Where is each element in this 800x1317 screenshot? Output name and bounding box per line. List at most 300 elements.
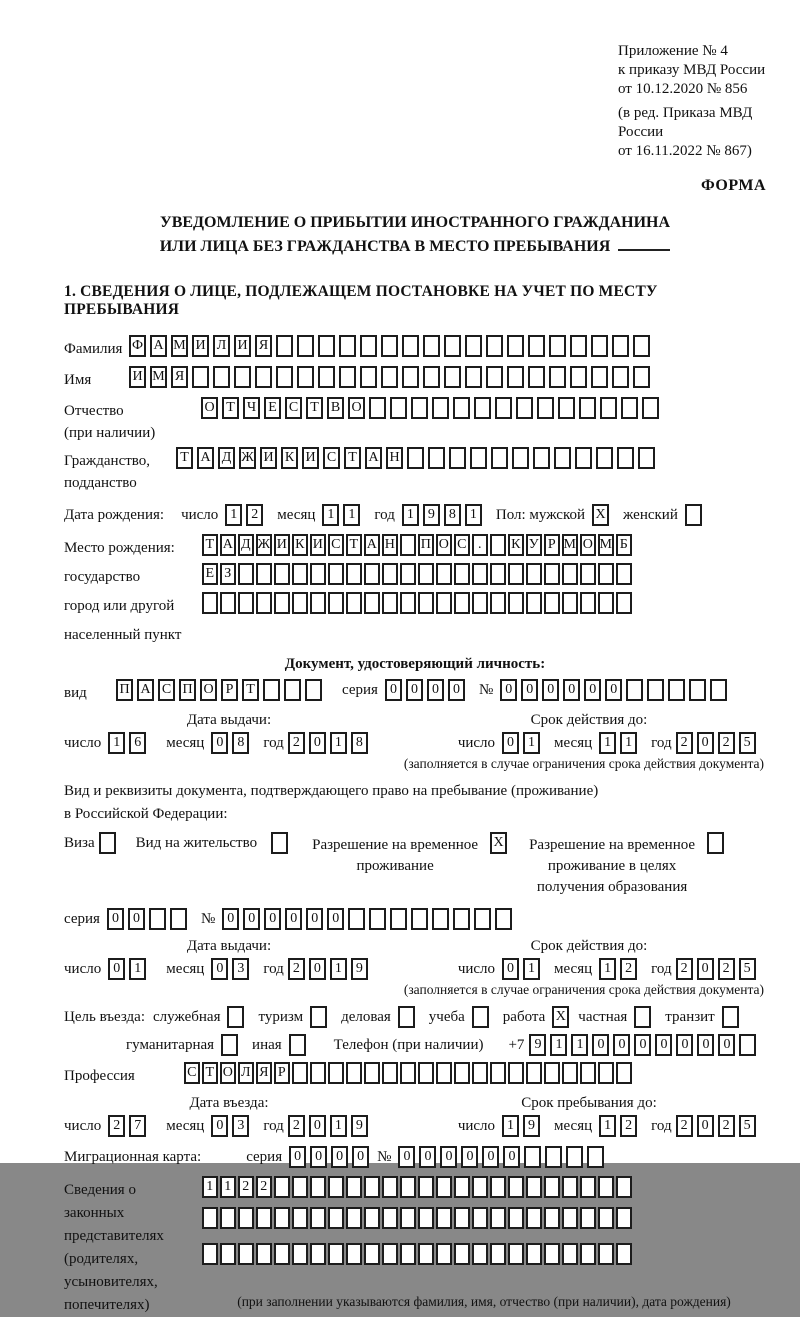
form-cell[interactable]: 0	[521, 679, 538, 701]
form-cell[interactable]: А	[364, 534, 380, 556]
form-cell[interactable]	[436, 1062, 452, 1084]
form-cell[interactable]: И	[192, 335, 209, 357]
form-cell[interactable]: 0	[107, 908, 124, 930]
form-cell[interactable]	[369, 908, 386, 930]
form-cell[interactable]	[99, 832, 116, 854]
form-cell[interactable]: 1	[330, 958, 347, 980]
form-cell[interactable]	[292, 1243, 308, 1265]
form-cell[interactable]	[486, 335, 503, 357]
form-cell[interactable]: 1	[550, 1034, 567, 1056]
form-cell[interactable]	[490, 1207, 506, 1229]
form-cell[interactable]: Я	[171, 366, 188, 388]
form-cell[interactable]: 0	[310, 1146, 327, 1168]
form-cell[interactable]: 0	[243, 908, 260, 930]
form-cell[interactable]: К	[292, 534, 308, 556]
form-cell[interactable]	[400, 563, 416, 585]
form-cell[interactable]: 2	[620, 958, 637, 980]
form-cell[interactable]: 0	[128, 908, 145, 930]
form-cell[interactable]: 1	[620, 732, 637, 754]
form-cell[interactable]	[238, 563, 254, 585]
form-cell[interactable]: О	[580, 534, 596, 556]
form-cell[interactable]	[274, 592, 290, 614]
form-cell[interactable]	[689, 679, 706, 701]
form-cell[interactable]	[598, 1062, 614, 1084]
form-cell[interactable]: Т	[346, 534, 362, 556]
form-cell[interactable]: 2	[718, 1115, 735, 1137]
form-cell[interactable]	[668, 679, 685, 701]
form-cell[interactable]: 0	[398, 1146, 415, 1168]
form-cell[interactable]: 0	[634, 1034, 651, 1056]
form-cell[interactable]: П	[179, 679, 196, 701]
form-cell[interactable]: 9	[529, 1034, 546, 1056]
form-cell[interactable]	[490, 534, 506, 556]
form-cell[interactable]: 2	[676, 1115, 693, 1137]
form-cell[interactable]: 9	[523, 1115, 540, 1137]
form-cell[interactable]: 0	[222, 908, 239, 930]
form-cell[interactable]	[470, 447, 487, 469]
form-cell[interactable]: 0	[697, 732, 714, 754]
form-cell[interactable]	[508, 1176, 524, 1198]
form-cell[interactable]	[634, 1006, 651, 1028]
form-cell[interactable]	[149, 908, 166, 930]
form-cell[interactable]: 2	[676, 958, 693, 980]
form-cell[interactable]: Я	[256, 1062, 272, 1084]
form-cell[interactable]: Т	[242, 679, 259, 701]
form-cell[interactable]: Н	[382, 534, 398, 556]
form-cell[interactable]	[339, 335, 356, 357]
form-cell[interactable]	[348, 908, 365, 930]
form-cell[interactable]: И	[274, 534, 290, 556]
form-cell[interactable]	[562, 1062, 578, 1084]
form-cell[interactable]: Р	[544, 534, 560, 556]
form-cell[interactable]	[598, 1207, 614, 1229]
form-cell[interactable]: 0	[352, 1146, 369, 1168]
form-cell[interactable]	[364, 1176, 380, 1198]
form-cell[interactable]	[598, 1243, 614, 1265]
form-cell[interactable]	[436, 563, 452, 585]
form-cell[interactable]	[381, 335, 398, 357]
form-cell[interactable]: 2	[676, 732, 693, 754]
form-cell[interactable]	[346, 1062, 362, 1084]
form-cell[interactable]: 0	[306, 908, 323, 930]
form-cell[interactable]: 0	[406, 679, 423, 701]
form-cell[interactable]	[562, 563, 578, 585]
form-cell[interactable]	[292, 1176, 308, 1198]
form-cell[interactable]	[432, 908, 449, 930]
form-cell[interactable]	[533, 447, 550, 469]
form-cell[interactable]	[271, 832, 288, 854]
form-cell[interactable]	[238, 1207, 254, 1229]
form-cell[interactable]: 1	[523, 958, 540, 980]
form-cell[interactable]: А	[150, 335, 167, 357]
form-cell[interactable]: У	[526, 534, 542, 556]
form-cell[interactable]	[600, 397, 617, 419]
form-cell[interactable]	[453, 908, 470, 930]
form-cell[interactable]: 8	[351, 732, 368, 754]
form-cell[interactable]: 0	[592, 1034, 609, 1056]
form-cell[interactable]	[423, 366, 440, 388]
form-cell[interactable]	[544, 563, 560, 585]
form-cell[interactable]	[220, 1207, 236, 1229]
form-cell[interactable]	[390, 397, 407, 419]
form-cell[interactable]: С	[158, 679, 175, 701]
form-cell[interactable]	[256, 1207, 272, 1229]
form-cell[interactable]	[558, 397, 575, 419]
form-cell[interactable]	[328, 592, 344, 614]
form-cell[interactable]	[626, 679, 643, 701]
form-cell[interactable]	[436, 1243, 452, 1265]
form-cell[interactable]	[274, 1176, 290, 1198]
form-cell[interactable]	[220, 1243, 236, 1265]
form-cell[interactable]	[633, 366, 650, 388]
form-cell[interactable]	[227, 1006, 244, 1028]
form-cell[interactable]	[616, 592, 632, 614]
form-cell[interactable]	[526, 592, 542, 614]
form-cell[interactable]	[402, 335, 419, 357]
form-cell[interactable]	[328, 1207, 344, 1229]
form-cell[interactable]: Т	[202, 1062, 218, 1084]
form-cell[interactable]	[472, 563, 488, 585]
form-cell[interactable]	[508, 1062, 524, 1084]
form-cell[interactable]	[508, 592, 524, 614]
form-cell[interactable]	[642, 397, 659, 419]
form-cell[interactable]: Д	[218, 447, 235, 469]
form-cell[interactable]: Т	[222, 397, 239, 419]
form-cell[interactable]: Б	[616, 534, 632, 556]
form-cell[interactable]: 0	[211, 1115, 228, 1137]
form-cell[interactable]	[516, 397, 533, 419]
form-cell[interactable]: Ч	[243, 397, 260, 419]
form-cell[interactable]: О	[201, 397, 218, 419]
form-cell[interactable]: X	[552, 1006, 569, 1028]
form-cell[interactable]	[472, 1062, 488, 1084]
form-cell[interactable]: М	[171, 335, 188, 357]
form-cell[interactable]: М	[150, 366, 167, 388]
form-cell[interactable]: 1	[202, 1176, 218, 1198]
form-cell[interactable]	[472, 1176, 488, 1198]
form-cell[interactable]: С	[184, 1062, 200, 1084]
form-cell[interactable]	[579, 397, 596, 419]
form-cell[interactable]: 0	[613, 1034, 630, 1056]
form-cell[interactable]	[591, 335, 608, 357]
form-cell[interactable]: 2	[288, 1115, 305, 1137]
form-cell[interactable]	[526, 563, 542, 585]
form-cell[interactable]	[580, 563, 596, 585]
form-cell[interactable]	[591, 366, 608, 388]
form-cell[interactable]	[400, 592, 416, 614]
form-cell[interactable]: 1	[599, 1115, 616, 1137]
form-cell[interactable]: 7	[129, 1115, 146, 1137]
form-cell[interactable]: 1	[129, 958, 146, 980]
form-cell[interactable]	[432, 397, 449, 419]
form-cell[interactable]: Е	[202, 563, 218, 585]
form-cell[interactable]	[400, 1243, 416, 1265]
form-cell[interactable]	[310, 592, 326, 614]
form-cell[interactable]	[423, 335, 440, 357]
form-cell[interactable]: З	[220, 563, 236, 585]
form-cell[interactable]	[276, 335, 293, 357]
form-cell[interactable]	[418, 1207, 434, 1229]
form-cell[interactable]: 2	[238, 1176, 254, 1198]
form-cell[interactable]: А	[220, 534, 236, 556]
form-cell[interactable]	[411, 397, 428, 419]
form-cell[interactable]: 2	[256, 1176, 272, 1198]
form-cell[interactable]	[528, 335, 545, 357]
form-cell[interactable]: 2	[108, 1115, 125, 1137]
form-cell[interactable]	[418, 1176, 434, 1198]
form-cell[interactable]	[297, 366, 314, 388]
form-cell[interactable]	[202, 1243, 218, 1265]
form-cell[interactable]: Т	[176, 447, 193, 469]
form-cell[interactable]	[428, 447, 445, 469]
form-cell[interactable]	[524, 1146, 541, 1168]
form-cell[interactable]: 3	[232, 1115, 249, 1137]
form-cell[interactable]: Т	[344, 447, 361, 469]
form-cell[interactable]	[364, 1062, 380, 1084]
form-cell[interactable]	[638, 447, 655, 469]
form-cell[interactable]	[575, 447, 592, 469]
form-cell[interactable]: 0	[542, 679, 559, 701]
form-cell[interactable]: 1	[599, 958, 616, 980]
form-cell[interactable]	[400, 534, 416, 556]
form-cell[interactable]	[276, 366, 293, 388]
form-cell[interactable]: X	[490, 832, 507, 854]
form-cell[interactable]	[418, 1062, 434, 1084]
form-cell[interactable]	[382, 592, 398, 614]
form-cell[interactable]	[710, 679, 727, 701]
form-cell[interactable]	[549, 335, 566, 357]
form-cell[interactable]: 0	[482, 1146, 499, 1168]
form-cell[interactable]	[369, 397, 386, 419]
form-cell[interactable]: 1	[225, 504, 242, 526]
form-cell[interactable]: 0	[264, 908, 281, 930]
form-cell[interactable]: 0	[309, 1115, 326, 1137]
form-cell[interactable]	[256, 563, 272, 585]
form-cell[interactable]: О	[348, 397, 365, 419]
form-cell[interactable]: 0	[697, 1115, 714, 1137]
form-cell[interactable]: И	[234, 335, 251, 357]
form-cell[interactable]: 0	[500, 679, 517, 701]
form-cell[interactable]: 5	[739, 732, 756, 754]
form-cell[interactable]	[508, 1243, 524, 1265]
form-cell[interactable]	[339, 366, 356, 388]
form-cell[interactable]: 0	[461, 1146, 478, 1168]
form-cell[interactable]	[616, 1176, 632, 1198]
form-cell[interactable]: 1	[465, 504, 482, 526]
form-cell[interactable]	[454, 563, 470, 585]
form-cell[interactable]: 1	[523, 732, 540, 754]
form-cell[interactable]	[580, 1243, 596, 1265]
form-cell[interactable]	[274, 1243, 290, 1265]
form-cell[interactable]	[490, 592, 506, 614]
form-cell[interactable]: 0	[448, 679, 465, 701]
form-cell[interactable]	[526, 1176, 542, 1198]
form-cell[interactable]: 0	[385, 679, 402, 701]
form-cell[interactable]	[490, 1243, 506, 1265]
form-cell[interactable]: 0	[309, 958, 326, 980]
form-cell[interactable]	[310, 1062, 326, 1084]
form-cell[interactable]	[495, 397, 512, 419]
form-cell[interactable]	[544, 1243, 560, 1265]
form-cell[interactable]	[580, 592, 596, 614]
form-cell[interactable]	[310, 563, 326, 585]
form-cell[interactable]: Т	[306, 397, 323, 419]
form-cell[interactable]	[305, 679, 322, 701]
form-cell[interactable]: 1	[330, 1115, 347, 1137]
form-cell[interactable]	[289, 1034, 306, 1056]
form-cell[interactable]	[382, 1243, 398, 1265]
form-cell[interactable]	[436, 1207, 452, 1229]
form-cell[interactable]: И	[129, 366, 146, 388]
form-cell[interactable]	[292, 592, 308, 614]
form-cell[interactable]	[418, 592, 434, 614]
form-cell[interactable]: 8	[444, 504, 461, 526]
form-cell[interactable]	[537, 397, 554, 419]
form-cell[interactable]	[346, 1243, 362, 1265]
form-cell[interactable]	[472, 592, 488, 614]
form-cell[interactable]	[310, 1207, 326, 1229]
form-cell[interactable]	[256, 1243, 272, 1265]
form-cell[interactable]	[685, 504, 702, 526]
form-cell[interactable]	[528, 366, 545, 388]
form-cell[interactable]	[598, 1176, 614, 1198]
form-cell[interactable]: 9	[351, 958, 368, 980]
title-blank-underline[interactable]	[618, 237, 670, 251]
form-cell[interactable]	[292, 1207, 308, 1229]
form-cell[interactable]: 0	[285, 908, 302, 930]
form-cell[interactable]	[707, 832, 724, 854]
form-cell[interactable]	[472, 1243, 488, 1265]
form-cell[interactable]: 0	[584, 679, 601, 701]
form-cell[interactable]: Е	[264, 397, 281, 419]
form-cell[interactable]	[346, 592, 362, 614]
form-cell[interactable]: С	[285, 397, 302, 419]
form-cell[interactable]	[418, 563, 434, 585]
form-cell[interactable]	[382, 1176, 398, 1198]
form-cell[interactable]	[490, 1062, 506, 1084]
form-cell[interactable]: 0	[697, 1034, 714, 1056]
form-cell[interactable]	[221, 1034, 238, 1056]
form-cell[interactable]: 0	[440, 1146, 457, 1168]
form-cell[interactable]	[382, 1207, 398, 1229]
form-cell[interactable]	[544, 1062, 560, 1084]
form-cell[interactable]	[263, 679, 280, 701]
form-cell[interactable]	[346, 563, 362, 585]
form-cell[interactable]	[507, 366, 524, 388]
form-cell[interactable]: 0	[211, 958, 228, 980]
form-cell[interactable]	[297, 335, 314, 357]
form-cell[interactable]: Т	[202, 534, 218, 556]
form-cell[interactable]	[472, 1207, 488, 1229]
form-cell[interactable]	[400, 1176, 416, 1198]
form-cell[interactable]: 5	[739, 1115, 756, 1137]
form-cell[interactable]: 1	[502, 1115, 519, 1137]
form-cell[interactable]	[545, 1146, 562, 1168]
form-cell[interactable]: Ф	[129, 335, 146, 357]
form-cell[interactable]: 0	[502, 958, 519, 980]
form-cell[interactable]	[544, 1207, 560, 1229]
form-cell[interactable]	[596, 447, 613, 469]
form-cell[interactable]: 5	[739, 958, 756, 980]
form-cell[interactable]: 0	[503, 1146, 520, 1168]
form-cell[interactable]: 0	[331, 1146, 348, 1168]
form-cell[interactable]	[562, 1207, 578, 1229]
form-cell[interactable]	[328, 1243, 344, 1265]
form-cell[interactable]	[616, 1062, 632, 1084]
form-cell[interactable]: 1	[571, 1034, 588, 1056]
form-cell[interactable]	[444, 366, 461, 388]
form-cell[interactable]	[381, 366, 398, 388]
form-cell[interactable]	[580, 1207, 596, 1229]
form-cell[interactable]	[284, 679, 301, 701]
form-cell[interactable]	[328, 563, 344, 585]
form-cell[interactable]	[407, 447, 424, 469]
form-cell[interactable]: Л	[213, 335, 230, 357]
form-cell[interactable]: Ж	[256, 534, 272, 556]
form-cell[interactable]: А	[197, 447, 214, 469]
form-cell[interactable]	[739, 1034, 756, 1056]
form-cell[interactable]: 0	[289, 1146, 306, 1168]
form-cell[interactable]	[454, 1062, 470, 1084]
form-cell[interactable]	[508, 1207, 524, 1229]
form-cell[interactable]	[580, 1062, 596, 1084]
form-cell[interactable]: 2	[288, 732, 305, 754]
form-cell[interactable]: 0	[108, 958, 125, 980]
form-cell[interactable]	[526, 1062, 542, 1084]
form-cell[interactable]: 1	[108, 732, 125, 754]
form-cell[interactable]: 8	[232, 732, 249, 754]
form-cell[interactable]: О	[220, 1062, 236, 1084]
form-cell[interactable]: .	[472, 534, 488, 556]
form-cell[interactable]: 0	[309, 732, 326, 754]
form-cell[interactable]	[454, 1243, 470, 1265]
form-cell[interactable]	[580, 1176, 596, 1198]
form-cell[interactable]: Н	[386, 447, 403, 469]
form-cell[interactable]	[508, 563, 524, 585]
form-cell[interactable]: 3	[232, 958, 249, 980]
form-cell[interactable]	[562, 1176, 578, 1198]
form-cell[interactable]	[400, 1062, 416, 1084]
form-cell[interactable]: 2	[718, 958, 735, 980]
form-cell[interactable]	[566, 1146, 583, 1168]
form-cell[interactable]: 2	[288, 958, 305, 980]
form-cell[interactable]	[526, 1243, 542, 1265]
form-cell[interactable]	[274, 563, 290, 585]
form-cell[interactable]	[436, 1176, 452, 1198]
form-cell[interactable]	[486, 366, 503, 388]
form-cell[interactable]	[570, 335, 587, 357]
form-cell[interactable]	[490, 563, 506, 585]
form-cell[interactable]	[633, 335, 650, 357]
form-cell[interactable]: X	[592, 504, 609, 526]
form-cell[interactable]: 1	[330, 732, 347, 754]
form-cell[interactable]: И	[260, 447, 277, 469]
form-cell[interactable]: 0	[419, 1146, 436, 1168]
form-cell[interactable]	[465, 366, 482, 388]
form-cell[interactable]	[364, 1207, 380, 1229]
form-cell[interactable]	[612, 366, 629, 388]
form-cell[interactable]	[364, 592, 380, 614]
form-cell[interactable]: П	[116, 679, 133, 701]
form-cell[interactable]: К	[508, 534, 524, 556]
form-cell[interactable]	[418, 1243, 434, 1265]
form-cell[interactable]	[292, 563, 308, 585]
form-cell[interactable]	[454, 592, 470, 614]
form-cell[interactable]: 2	[246, 504, 263, 526]
form-cell[interactable]: 0	[718, 1034, 735, 1056]
form-cell[interactable]	[255, 366, 272, 388]
form-cell[interactable]	[220, 592, 236, 614]
